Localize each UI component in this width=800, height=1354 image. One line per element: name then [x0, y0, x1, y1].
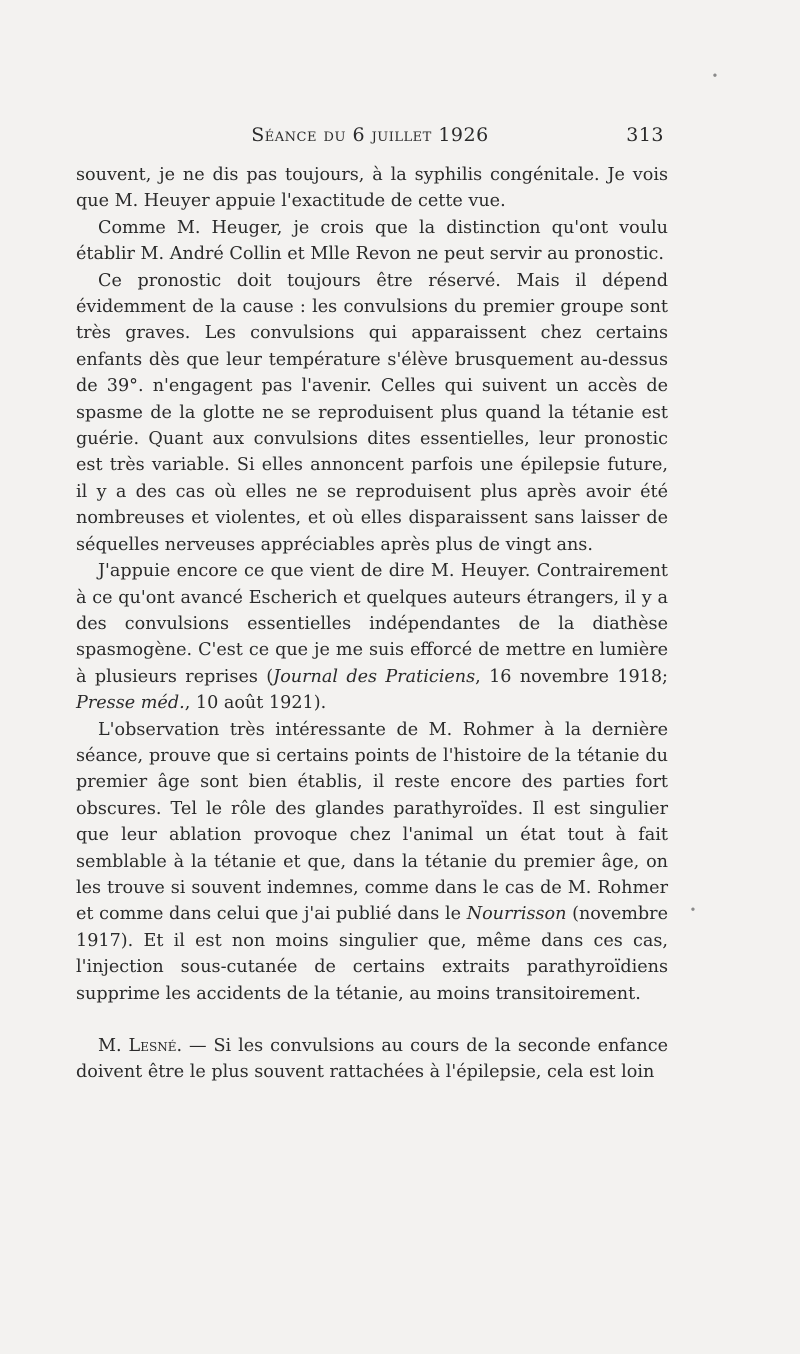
- paragraph-6-text: — Si les convulsions au cours de la seconde enfance doivent être le plus souvent rattachées à l'épilepsie, cela est loin: [76, 1036, 669, 1083]
- paragraph-2: [76, 215, 668, 268]
- paragraph-4-text-b: , 16 novembre 1918;: [475, 666, 668, 687]
- paragraph-5: [76, 717, 668, 1007]
- paragraph-3-text: Ce pronostic doit toujours être réservé. Mais il dépend évidemment de la cause : les convulsions du premier groupe sont très graves. Les convulsions qui apparaissent chez certains enfants dès que leur température s'élève brusquement au-dessus de 39°. n'engagent pas l'avenir. Celles qui suivent un accès de spasme de la glotte ne se reproduisent plus quand la tétanie est guérie. Quant aux convulsions dites essentielles, leur pronostic est très variable. Si elles annoncent parfois une épilepsie future, il y a des cas où elles ne se reproduisent plus après avoir été nombreuses et violentes, et où elles disparaissent sans laisser de séquelles nerveuses appréciables après plus de vingt ans.: [76, 270, 668, 555]
- paragraph-4: [76, 558, 668, 716]
- citation-nourrisson: Nourrisson: [466, 904, 567, 925]
- paragraph-1: [76, 162, 668, 215]
- paragraph-5-text-a: L'observation très intéressante de M. Rohmer à la dernière séance, prouve que si certains points de l'histoire de la tétanie du premier âge sont bien établis, il reste encore des parties fort obscures. Tel le rôle des glandes parathyroïdes. Il est singulier que leur ablation provoque chez l'animal un état tout à fait semblable à la tétanie et que, dans la tétanie du premier âge, on les trouve si souvent indemnes, comme dans le cas de M. Rohmer et comme dans celui que j'ai publié dans le: [76, 719, 668, 925]
- citation-journal-des-praticiens: Journal des Praticiens: [273, 666, 476, 687]
- citation-presse-med: Presse méd.: [76, 693, 185, 714]
- body-text: [76, 162, 668, 1086]
- scan-speck: ∙: [712, 68, 718, 82]
- speaker-name: M. Lesné.: [98, 1036, 183, 1056]
- paragraph-4-text-c: , 10 août 1921).: [184, 693, 327, 714]
- scan-speck: ∙: [690, 902, 696, 916]
- running-head: Séance du 6 juillet 1926: [251, 124, 489, 146]
- paragraph-4-text-a: J'appuie encore ce que vient de dire M. Heuyer. Contrairement à ce qu'ont avancé Escherich et quelques auteurs étrangers, il y a des convulsions essentielles indépendantes de la diathèse spasmogène. C'est ce que je me suis efforcé de mettre en lumière à plusieurs reprises (: [76, 561, 668, 687]
- page-number: 313: [626, 124, 664, 146]
- paragraph-1-text: souvent, je ne dis pas toujours, à la syphilis congénitale. Je vois que M. Heuyer appuie l'exactitude de cette vue.: [76, 165, 668, 212]
- paragraph-2-text: Comme M. Heuger, je crois que la distinction qu'ont voulu établir M. André Collin et Mlle Revon ne peut servir au pronostic.: [76, 217, 668, 265]
- paragraph-6: [76, 1033, 668, 1086]
- paragraph-5-text-b: (novembre 1917). Et il est non moins singulier que, même dans ces cas, l'injection sous-cutanée de certains extraits parathyroïdiens supprime les accidents de la tétanie, au moins transitoirement.: [76, 904, 669, 1004]
- paragraph-3: [76, 268, 668, 558]
- page-header: [76, 124, 664, 154]
